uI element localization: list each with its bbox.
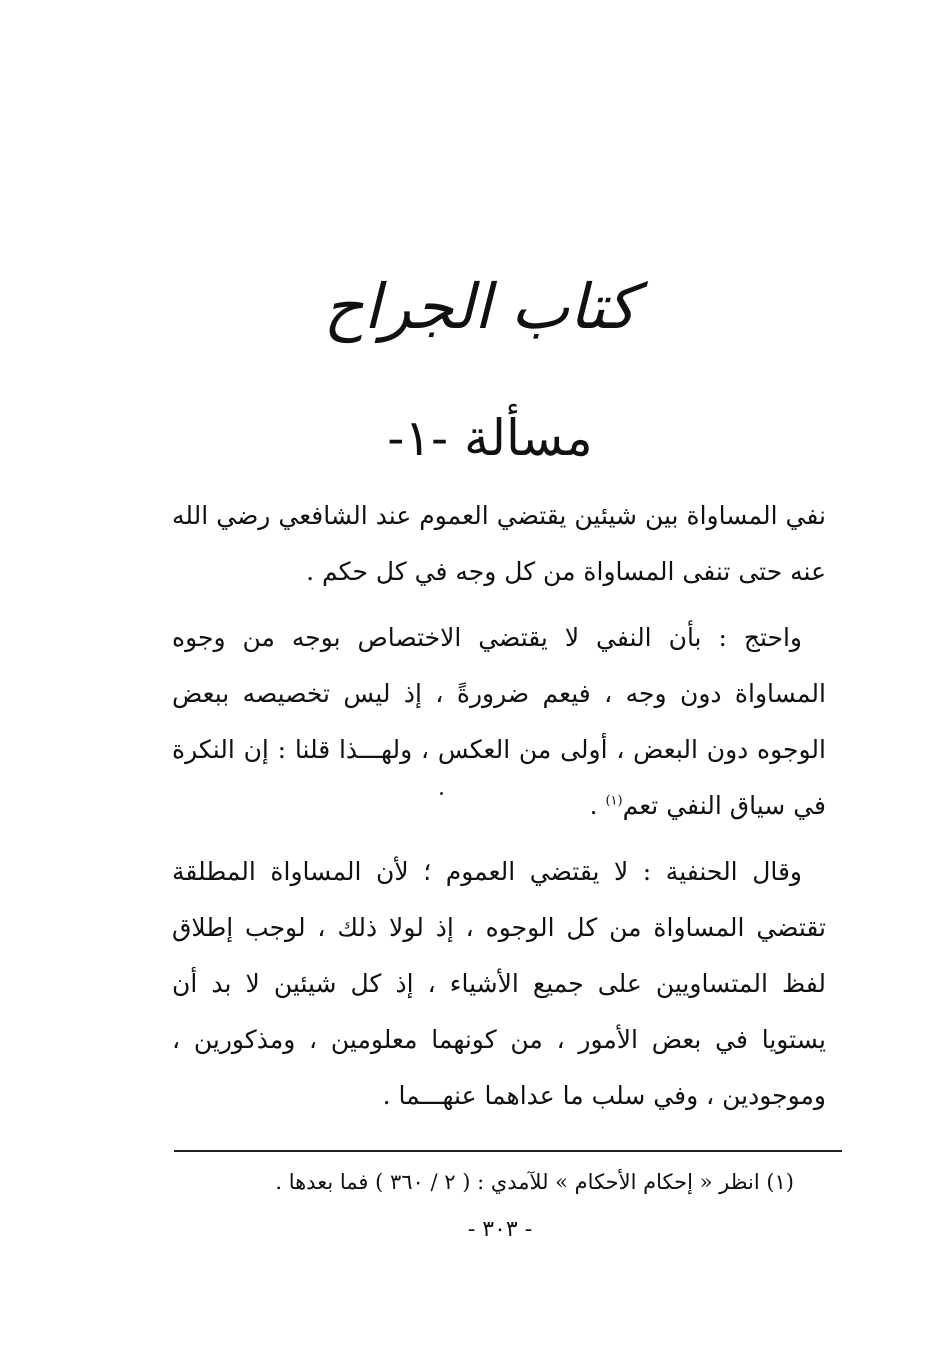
body-text <box>172 488 826 1134</box>
paragraph-1: نفي المساواة بين شيئين يقتضي العموم عند الشافعي رضي الله عنه حتى تنفى المساواة من كل وجه في كل حكم . <box>172 501 826 586</box>
paragraph-2-text: واحتج : بأن النفي لا يقتضي الاختصاص بوجه من وجوه المساواة دون وجه ، فيعم ضرورةً ، إذ ليس تخصيصه ببعض الوجوه دون البعض ، أولى من العكس ، ولهـــذا قلنا : إن النكرة في سياق النفي تعم <box>172 623 826 820</box>
paragraph-3: وقال الحنفية : لا يقتضي العموم ؛ لأن المساواة المطلقة تقتضي المساواة من كل الوجوه ، إذ لولا ذلك ، لوجب إطلاق لفظ المتساويين على جميع الأشياء ، إذ كل شيئين لا بد أن يستويا في بعض الأمور ، من كونهما معلومين ، ومذكورين ، وموجودين ، وفي سلب ما عداهما عنهـــما . <box>172 857 826 1110</box>
footnote-divider <box>174 1150 842 1152</box>
book-title: كتاب الجراح <box>323 270 637 343</box>
footnote: (١) انظر « إحكام الأحكام » للآمدي : ( ٢ / ٣٦٠ ) فما بعدها . <box>275 1170 794 1194</box>
footnote-marker: (١) <box>605 793 623 809</box>
ink-speck <box>440 792 443 795</box>
page-number: - ٣٠٣ - <box>467 1217 533 1242</box>
paragraph-2 <box>172 610 826 834</box>
issue-title: مسألة -١- <box>387 409 593 467</box>
paragraph-2-end: . <box>589 791 606 820</box>
